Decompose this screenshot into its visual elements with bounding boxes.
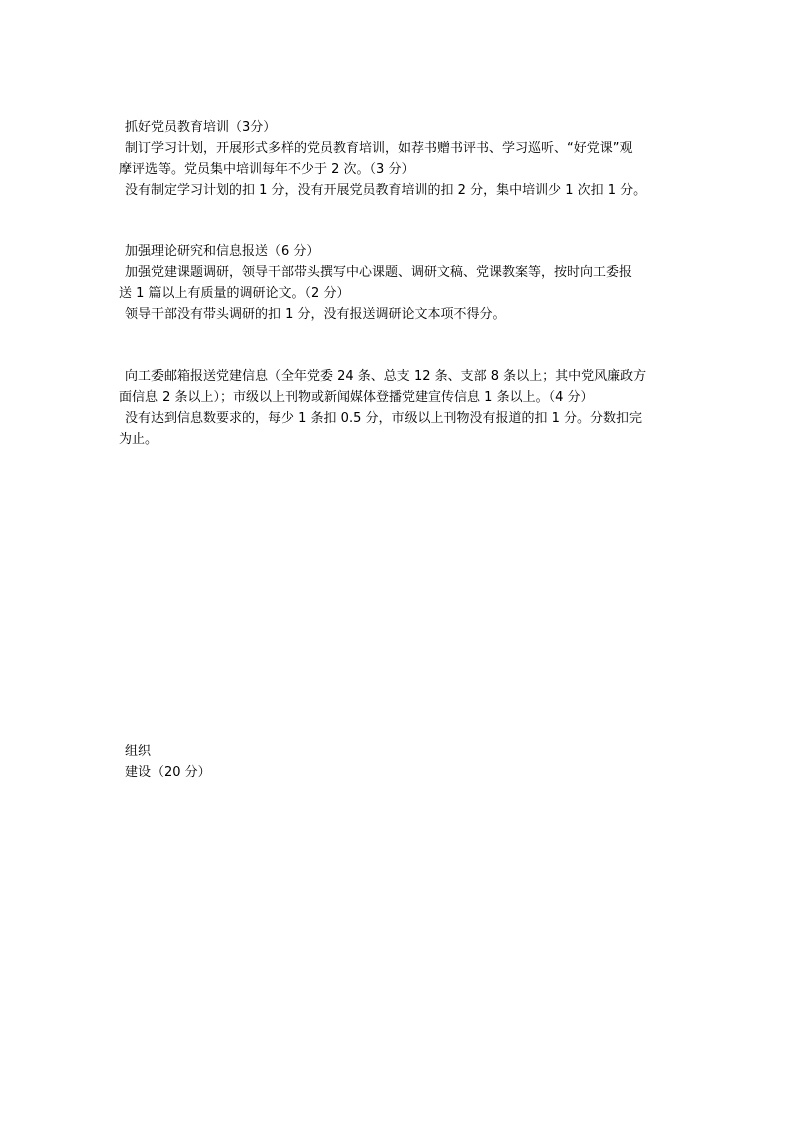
section-party-education-training bbox=[119, 117, 679, 201]
deduction-rule: 没有达到信息数要求的，每少 1 条扣 0.5 分，市级以上刊物没有报道的扣 1 分。分数扣完 bbox=[125, 411, 643, 426]
deduction-rule: 领导干部没有带头调研的扣 1 分，没有报送调研论文本项不得分。 bbox=[125, 307, 506, 322]
requirement-text: 制订学习计划，开展形式多样的党员教育培训，如荐书赠书评书、学习巡听、“好党课”观 bbox=[125, 141, 633, 156]
deduction-rule: 没有制定学习计划的扣 1 分，没有开展党员教育培训的扣 2 分，集中培训少 1 次扣 1 分。 bbox=[125, 183, 647, 198]
section-heading-part-1: 组织 bbox=[125, 744, 152, 759]
section-heading: 加强理论研究和信息报送（6 分） bbox=[125, 244, 320, 259]
requirement-text: 加强党建课题调研，领导干部带头撰写中心课题、调研文稿、党课教案等，按时向工委报 bbox=[125, 265, 633, 280]
section-organization-building bbox=[119, 741, 679, 783]
requirement-text-continued: 面信息 2 条以上）；市级以上刊物或新闻媒体登播党建宣传信息 1 条以上。（4 分） bbox=[119, 390, 594, 405]
section-heading: 抓好党员教育培训（3分） bbox=[125, 120, 277, 135]
deduction-rule-continued: 为止。 bbox=[119, 432, 159, 447]
section-information-submission bbox=[119, 366, 679, 450]
requirement-text-continued: 摩评选等。党员集中培训每年不少于 2 次。（3 分） bbox=[119, 162, 415, 177]
requirement-text: 向工委邮箱报送党建信息（全年党委 24 条、总支 12 条、支部 8 条以上；其中党风廉政方 bbox=[125, 369, 647, 384]
requirement-text-continued: 送 1 篇以上有质量的调研论文。（2 分） bbox=[119, 286, 350, 301]
section-theory-research-reporting bbox=[119, 241, 679, 325]
section-heading-part-2: 建设（20 分） bbox=[125, 765, 211, 780]
